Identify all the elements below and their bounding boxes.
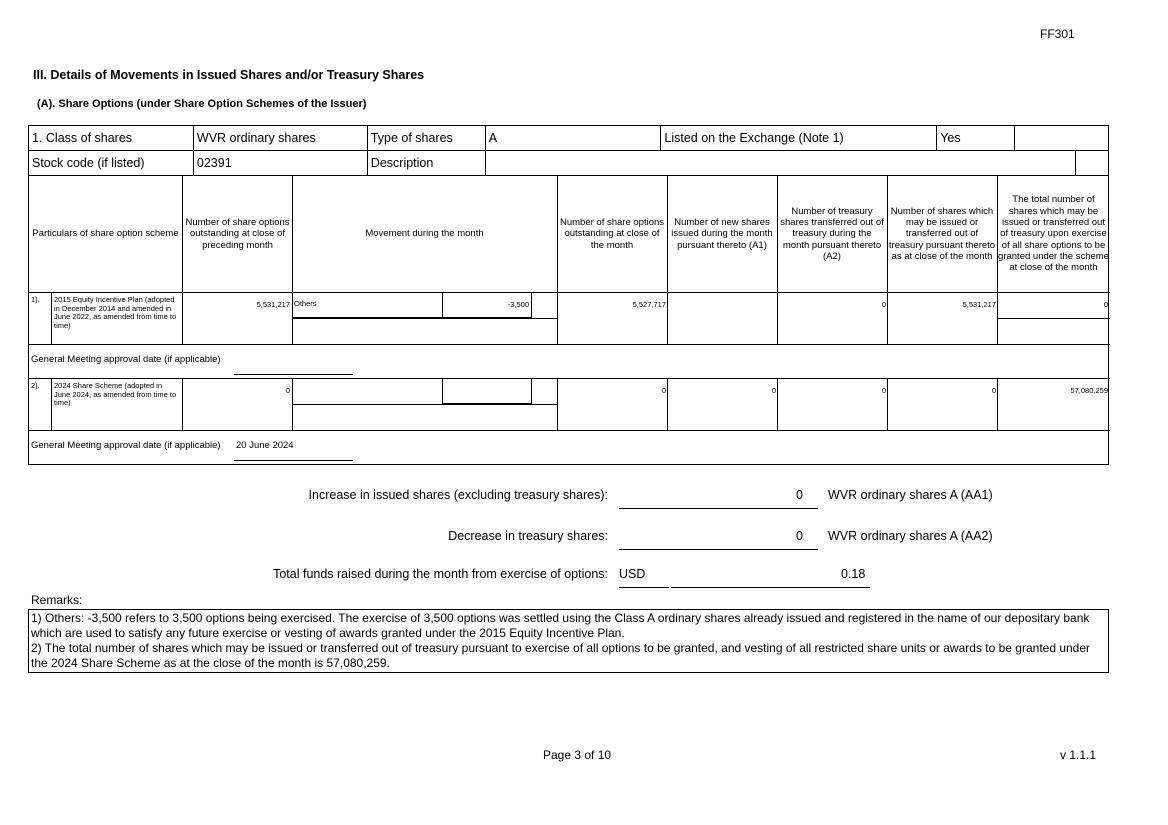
header-may-be-issued: Number of shares which may be issued or transferred out of treasury pursuant thereto as at close of the month (888, 205, 996, 263)
header-movement: Movement during the month (365, 228, 484, 240)
row-2-gm-date: 20 June 2024 (236, 440, 294, 451)
row-1-outstanding-prev: 5,531,217 (256, 300, 290, 309)
listed-extra (1015, 126, 1109, 151)
row-1-total-number: 0 (1103, 300, 1108, 309)
remark-1: 1) Others: -3,500 refers to 3,500 options being exercised. The exercise of 3,500 options was settled using the Class A ordinary shares already issued and registered in the name of our depositary bank which are used to satisfy any future exercise or vesting of awards granted under the 2015 Equity Incentive Plan. (31, 611, 1090, 640)
description-extra (1015, 151, 1109, 176)
header-outstanding-prev: Number of share options outstanding at close of preceding month (185, 216, 290, 251)
increase-value: 0 (796, 488, 803, 502)
version: v 1.1.1 (1060, 748, 1097, 762)
row-2-outstanding-close: 0 (661, 386, 666, 395)
row-2-may-be-issued: 0 (991, 386, 996, 395)
header-new-shares: Number of new shares issued during the month pursuant thereto (A1) (671, 216, 773, 251)
decrease-label: Decrease in treasury shares: (448, 529, 608, 543)
increase-label: Increase in issued shares (excluding treasury shares): (308, 488, 608, 502)
type-value: A (485, 126, 661, 151)
listed-value: Yes (937, 126, 1015, 151)
listed-label: Listed on the Exchange (Note 1) (661, 126, 937, 151)
type-label: Type of shares (367, 126, 485, 151)
page-number: Page 3 of 10 (543, 748, 612, 762)
stock-code-label: Stock code (if listed) (29, 151, 194, 176)
description-value (485, 151, 1014, 176)
header-treasury-transferred: Number of treasury shares transferred out of treasury during the month pursuant thereto (A2) (780, 205, 884, 263)
sub-title: (A). Share Options (under Share Option Schemes of the Issuer) (37, 98, 367, 110)
funds-value: 0.18 (841, 567, 866, 581)
row-2-scheme-name: 2024 Share Scheme (adopted in June 2024, as amended from time to time) (54, 381, 177, 408)
remarks-box (28, 609, 1109, 673)
remark-2: 2) The total number of shares which may be issued or transferred out of treasury pursuant to exercise of all options to be granted, and vesting of all restricted share units or awards to be granted under the 2024 Share Scheme as at the close of the month is 57,080,259. (31, 641, 1091, 670)
section-title: III. Details of Movements in Issued Shares and/or Treasury Shares (33, 68, 425, 82)
row-1-outstanding-close: 5,527,717 (632, 300, 666, 309)
header-total-number: The total number of shares which may be issued or transferred out of treasury upon exercise of all share options to be granted under the scheme at close of the month (998, 194, 1109, 274)
description-label: Description (367, 151, 485, 176)
header-outstanding-close: Number of share options outstanding at close of the month (559, 216, 665, 251)
form-code: FF301 (1040, 27, 1075, 41)
share-option-table (28, 175, 1109, 465)
remarks-label: Remarks: (31, 593, 83, 607)
row-1-treasury-transferred: 0 (881, 300, 886, 309)
increase-unit: WVR ordinary shares A (AA1) (828, 488, 993, 502)
class-label: 1. Class of shares (29, 126, 194, 151)
row-1-may-be-issued: 5,531,217 (962, 300, 996, 309)
row-2-outstanding-prev: 0 (285, 386, 290, 395)
row-1-movement-value: -3,500 (507, 300, 529, 309)
row-2-total-number: 57,080,259 (1070, 386, 1108, 395)
header-particulars: Particulars of share option scheme (32, 228, 179, 240)
decrease-unit: WVR ordinary shares A (AA2) (828, 529, 993, 543)
row-1-movement-type: Others (294, 299, 317, 308)
funds-currency: USD (619, 567, 646, 581)
row-1-scheme-name: 2015 Equity Incentive Plan (adopted in December 2014 and amended in June 2022, as amended from time to time) (54, 295, 177, 330)
stock-code-value: 02391 (193, 151, 367, 176)
row-2-new-shares: 0 (771, 386, 776, 395)
row-1-number: 1). (31, 295, 40, 304)
funds-label: Total funds raised during the month from exercise of options: (273, 567, 608, 581)
class-info-table (28, 125, 1109, 176)
row-2-number: 2). (31, 381, 40, 390)
row-1-gm-label: General Meeting approval date (if applicable) (31, 354, 221, 365)
row-2-treasury-transferred: 0 (881, 386, 886, 395)
decrease-value: 0 (796, 529, 803, 543)
class-value: WVR ordinary shares (193, 126, 367, 151)
row-2-gm-label: General Meeting approval date (if applicable) (31, 440, 221, 451)
